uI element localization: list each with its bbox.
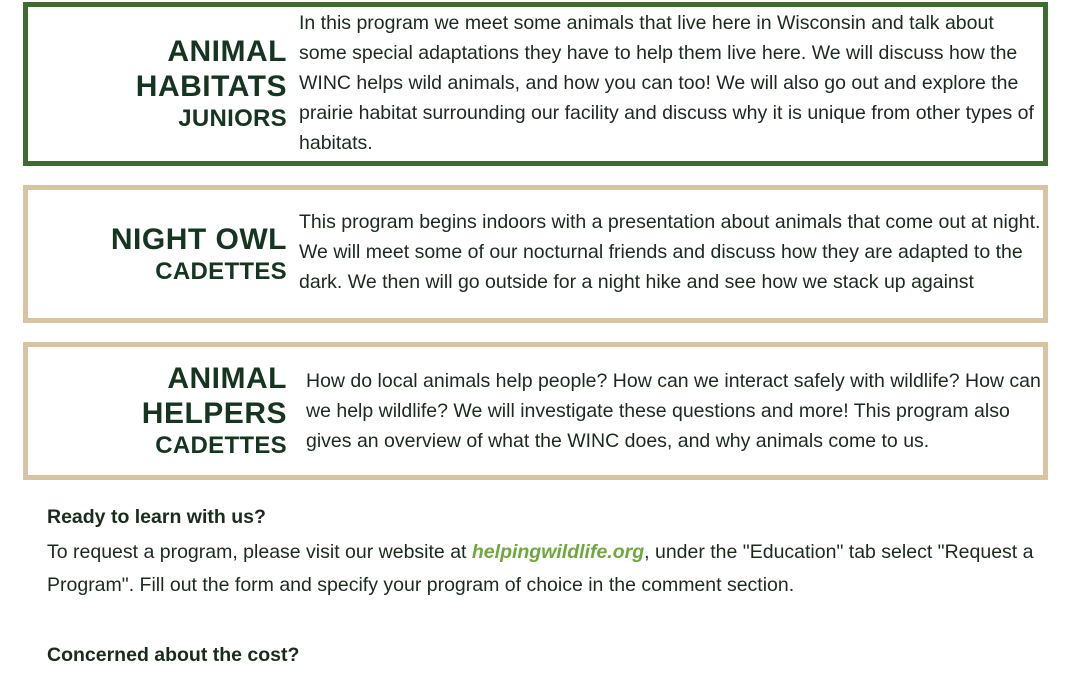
program-card-night-owl: [23, 185, 1048, 323]
program-title-block: [28, 36, 287, 131]
program-level: CADETTES: [155, 258, 287, 286]
program-card-animal-habitats: [23, 2, 1048, 166]
program-description: How do local animals help people? How can we interact safely with wildlife? How can we help wildlife? We will investigate these questions and more! This program also gives an overview of what the WINC does, and why animals come to us.: [306, 370, 1041, 452]
ready-heading: Ready to learn with us?: [47, 506, 266, 528]
website-link[interactable]: helpingwildlife.org: [471, 541, 645, 563]
cost-heading: Concerned about the cost?: [47, 644, 300, 666]
program-description: This program begins indoors with a presentation about animals that come out at night. We will meet some of our nocturnal friends and discuss how they are adapted to the dark. We then will go outside for a night hike and see how we stack up against: [299, 211, 1041, 293]
program-title-line: HABITATS: [135, 69, 287, 103]
program-title-line: ANIMAL: [167, 362, 287, 396]
program-level: CADETTES: [155, 432, 287, 460]
program-card-animal-helpers: [23, 342, 1048, 480]
program-title-block: [28, 363, 287, 458]
program-description: In this program we meet some animals that live here in Wisconsin and talk about some special adaptations they have to help them live here. We will discuss how the WINC helps wild animals, and how you can too! We will also go out and explore the prairie habitat surrounding our facility and discuss why it is unique from other types of habitats.: [299, 12, 1034, 154]
program-title-line: ANIMAL: [167, 35, 287, 69]
ready-text-after: , under the "Education" tab select "Request a Program". Fill out the form and specify your program of choice in the comment section.: [47, 541, 1034, 596]
program-title-line: HELPERS: [141, 396, 287, 430]
program-title-block: [28, 224, 287, 285]
program-level: JUNIORS: [178, 105, 287, 133]
program-title-line: NIGHT OWL: [110, 222, 287, 256]
ready-text-before: To request a program, please visit our website at: [47, 541, 472, 563]
ready-paragraph: [47, 536, 1057, 602]
